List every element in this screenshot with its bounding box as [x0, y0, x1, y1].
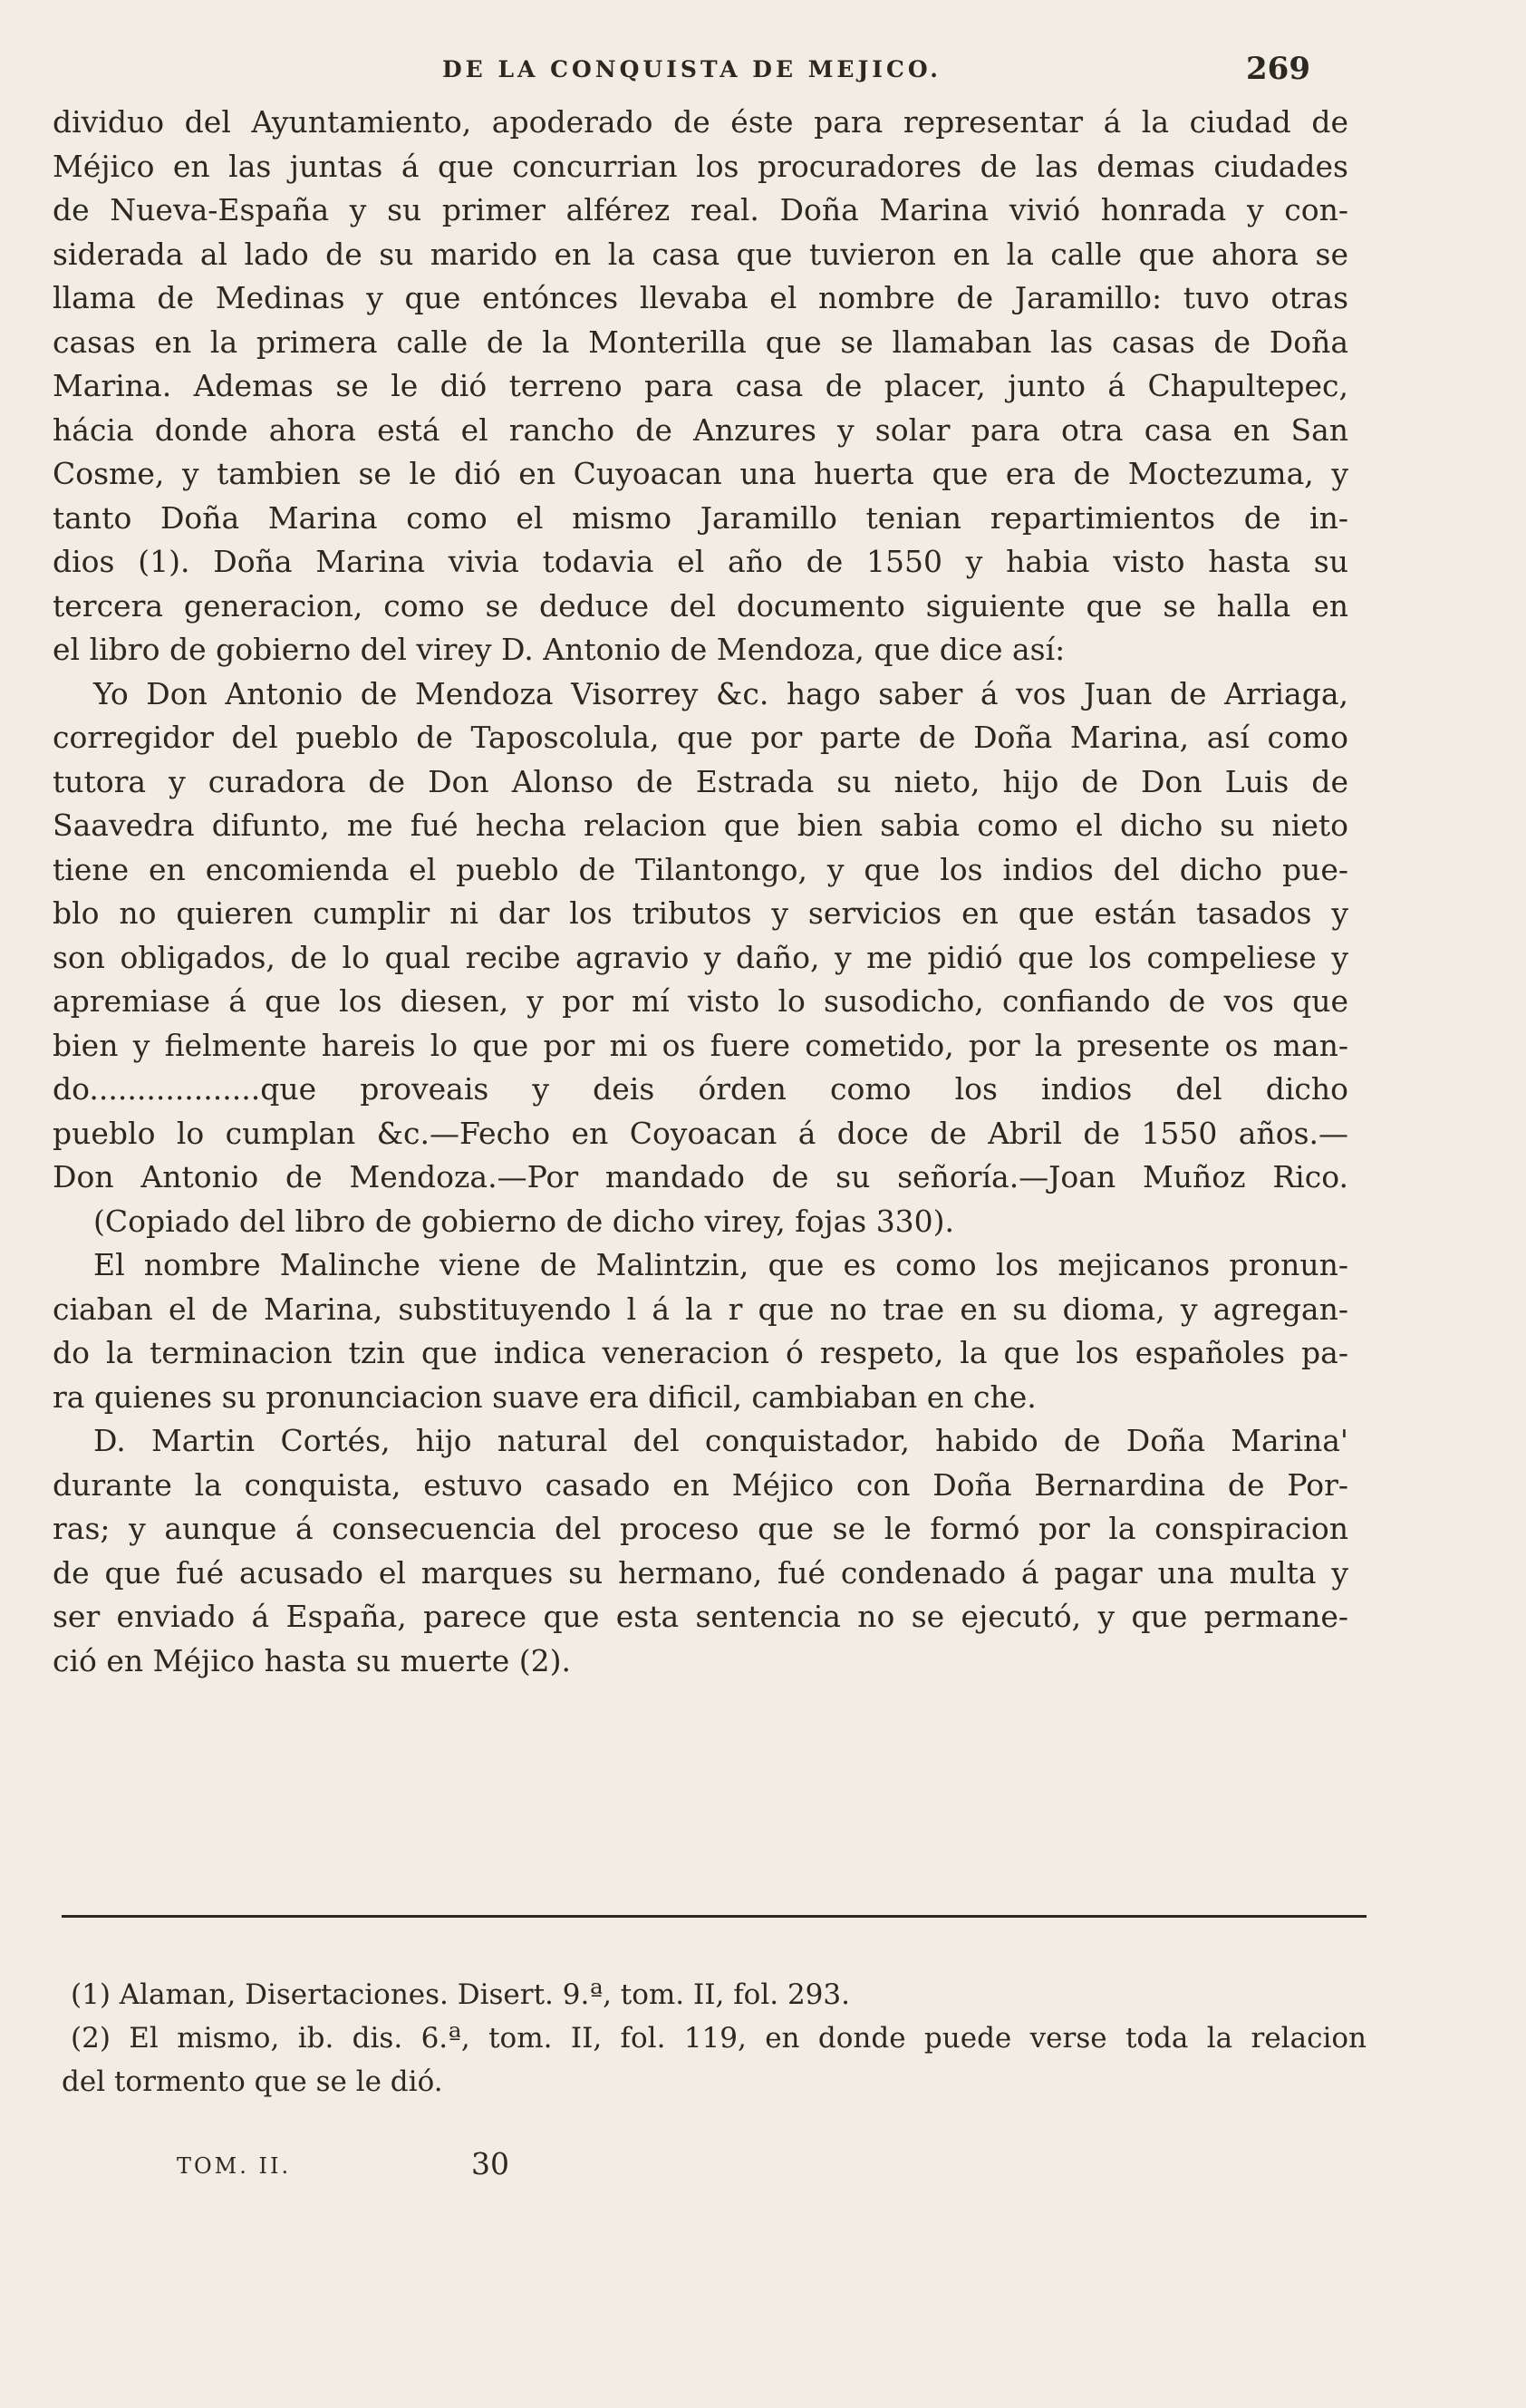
text-line: Marina. Ademas se le dió terreno para casa de placer, junto á Chapultepec,	[53, 368, 1348, 403]
text-line: tiene en encomienda el pueblo de Tilantongo, y que los indios del dicho pue-	[53, 851, 1348, 887]
text-line: de que fué acusado el marques su hermano, fué condenado á pagar una multa y	[53, 1554, 1348, 1591]
footnote-divider	[62, 1915, 1367, 1918]
text-line: hácia donde ahora está el rancho de Anzures y solar para otra casa en San	[53, 411, 1348, 448]
text-line: ra quienes su pronunciacion suave era dificil, cambiaban en che.	[53, 1378, 1037, 1415]
volume-signature: TOM. II.	[177, 2153, 292, 2179]
text-line: tutora y curadora de Don Alonso de Estrada su nieto, hijo de Don Luis de	[53, 763, 1348, 799]
text-line: casas en la primera calle de la Monterilla que se llamaban las casas de Doña	[53, 324, 1348, 360]
text-line: ser enviado á España, parece que esta sentencia no se ejecutó, y que permane-	[53, 1599, 1348, 1634]
text-line: llama de Medinas y que entónces llevaba el nombre de Jaramillo: tuvo otras	[53, 280, 1348, 315]
footnote-2: (2) El mismo, ib. dis. 6.ª, tom. II, fol. 119, en donde puede verse toda la relacion	[71, 2022, 1367, 2055]
text-line: pueblo lo cumplan &c.—Fecho en Coyoacan á doce de Abril de 1550 años.—	[53, 1115, 1348, 1151]
text-line: ció en Méjico hasta su muerte (2).	[53, 1642, 571, 1678]
page-number: 269	[1246, 51, 1310, 87]
text-line: El nombre Malinche viene de Malintzin, que es como los mejicanos pronun-	[93, 1247, 1348, 1282]
footnote-1: (1) Alaman, Disertaciones. Disert. 9.ª, tom. II, fol. 293.	[71, 1978, 850, 2011]
signature-mark: 30	[471, 2146, 509, 2181]
text-line: siderada al lado de su marido en la casa que tuvieron en la calle que ahora se	[53, 236, 1348, 272]
text-line: do la terminacion tzin que indica veneracion ó respeto, la que los españoles pa-	[53, 1335, 1348, 1370]
text-line: el libro de gobierno del virey D. Antonio de Mendoza, que dice así:	[53, 632, 1066, 667]
text-line: Cosme, y tambien se le dió en Cuyoacan una huerta que era de Moctezuma, y	[53, 456, 1348, 491]
text-line: de Nueva-España y su primer alférez real. Doña Marina vivió honrada y con-	[53, 192, 1348, 227]
text-line: durante la conquista, estuvo casado en Méjico con Doña Bernardina de Por-	[53, 1466, 1348, 1503]
text-line: dios (1). Doña Marina vivia todavia el año de 1550 y habia visto hasta su	[53, 544, 1348, 579]
text-line: tanto Doña Marina como el mismo Jaramillo tenian repartimientos de in-	[53, 499, 1348, 536]
text-line: bien y fielmente hareis lo que por mi os fuere cometido, por la presente os man-	[53, 1027, 1348, 1063]
text-line: corregidor del pueblo de Taposcolula, que por parte de Doña Marina, así como	[53, 720, 1348, 755]
text-line: tercera generacion, como se deduce del documento siguiente que se halla en	[53, 587, 1348, 624]
text-line: Saavedra difunto, me fué hecha relacion que bien sabia como el dicho su nieto	[53, 808, 1348, 843]
footnote-2-continuation: del tormento que se le dió.	[62, 2065, 443, 2098]
text-line: do..................que proveais y deis órden como los indios del dicho	[53, 1071, 1348, 1107]
text-line: son obligados, de lo qual recibe agravio y daño, y me pidió que los compeliese y	[53, 939, 1348, 975]
text-line: (Copiado del libro de gobierno de dicho virey, fojas 330).	[93, 1203, 955, 1239]
text-line: Méjico en las juntas á que concurrian los procuradores de las demas ciudades	[53, 148, 1348, 184]
text-line: Don Antonio de Mendoza.—Por mandado de su señoría.—Joan Muñoz Rico.	[53, 1159, 1348, 1194]
running-head	[0, 51, 1526, 92]
text-line: ciaban el de Marina, substituyendo l á la r que no trae en su dioma, y agregan-	[53, 1291, 1348, 1327]
text-line: apremiase á que los diesen, y por mí visto lo susodicho, confiando de vos que	[53, 983, 1348, 1019]
footnotes	[62, 1973, 1367, 2103]
text-line: Yo Don Antonio de Mendoza Visorrey &c. hago saber á vos Juan de Arriaga,	[93, 675, 1348, 711]
text-line: blo no quieren cumplir ni dar los tributos y servicios en que están tasados y	[53, 895, 1348, 931]
running-title: DE LA CONQUISTA DE MEJICO.	[442, 56, 942, 82]
text-line: ras; y aunque á consecuencia del proceso que se le formó por la conspiracion	[53, 1511, 1348, 1546]
signature-line	[177, 2146, 630, 2188]
body-text	[53, 101, 1348, 1683]
text-line: dividuo del Ayuntamiento, apoderado de éste para representar á la ciudad de	[53, 104, 1348, 140]
text-line: D. Martin Cortés, hijo natural del conquistador, habido de Doña Marina'	[93, 1423, 1348, 1458]
